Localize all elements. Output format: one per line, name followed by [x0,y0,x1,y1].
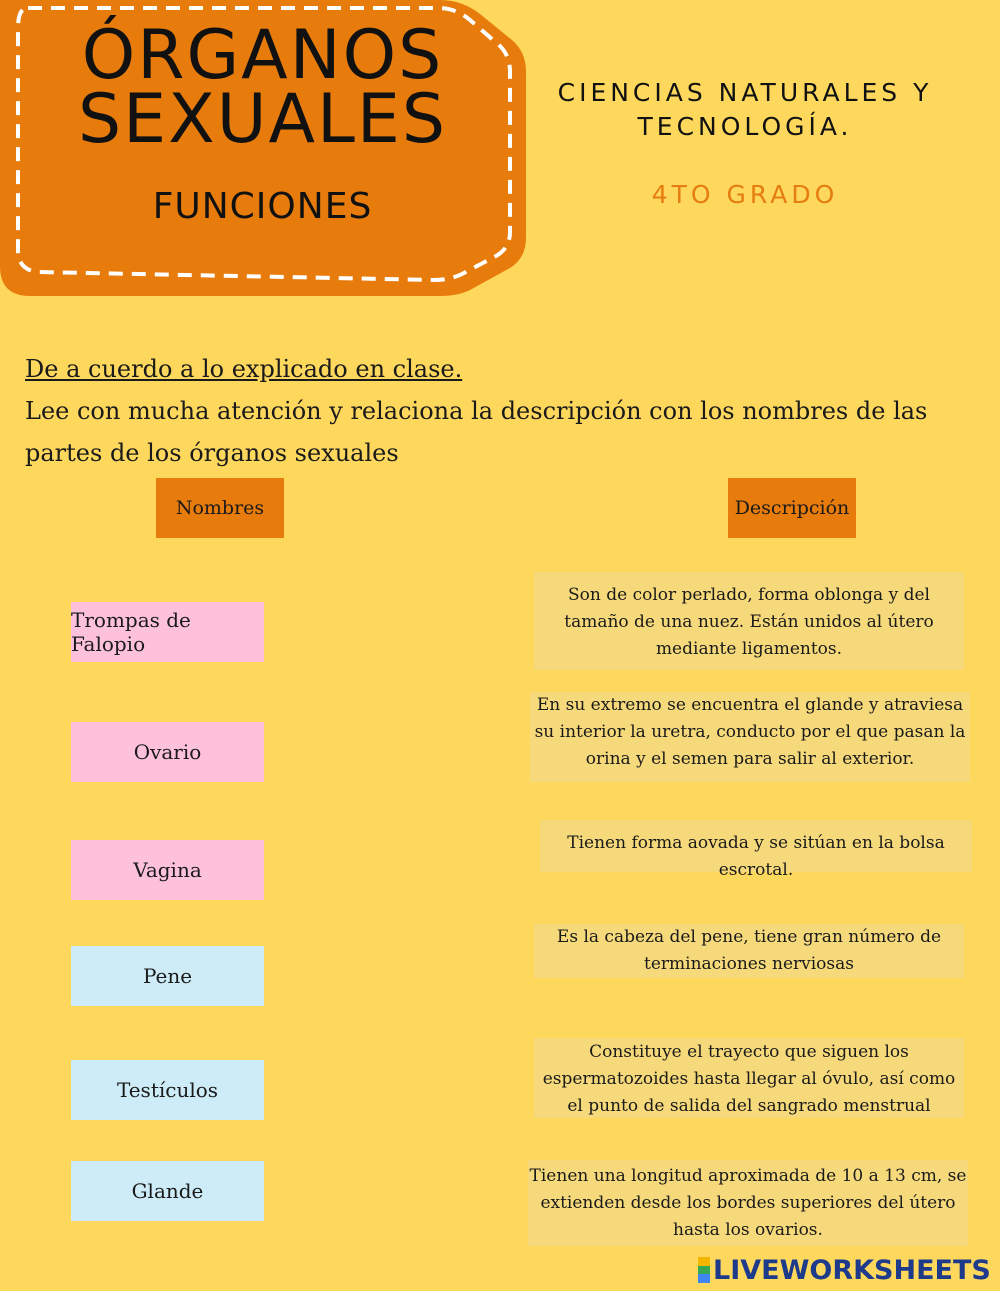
name-card-trompas-de-falopio[interactable]: Trompas de Falopio [71,602,264,662]
names-column-header: Nombres [156,478,284,538]
name-card-glande[interactable]: Glande [71,1161,264,1221]
subject-line-1: CIENCIAS NATURALES Y [557,78,933,107]
name-card-pene[interactable]: Pene [71,946,264,1006]
description-box-4[interactable]: Es la cabeza del pene, tiene gran número de terminaciones nerviosas [534,924,964,978]
liveworksheets-logo [698,1255,991,1285]
description-box-2[interactable]: En su extremo se encuentra el glande y atraviesa su interior la uretra, conducto por el que pasan la orina y el semen para salir al exterior. [530,692,970,782]
liveworksheets-logo-text: LIVEWORKSHEETS [713,1254,991,1286]
description-box-1[interactable]: Son de color perlado, forma oblonga y del tamaño de una nuez. Están unidos al útero mediante ligamentos. [534,572,964,670]
liveworksheets-logo-icon [698,1257,710,1283]
instructions [25,348,975,474]
description-box-5[interactable]: Constituye el trayecto que siguen los espermatozoides hasta llegar al óvulo, así como el punto de salida del sangrado menstrual [534,1038,964,1118]
subject-line-2: TECNOLOGÍA. [637,112,853,141]
descriptions-column-header: Descripción [728,478,856,538]
title-line-1: ÓRGANOS [81,16,444,95]
name-card-ovario[interactable]: Ovario [71,722,264,782]
instructions-intro: De a cuerdo a lo explicado en clase. [25,355,463,383]
grade-label: 4TO GRADO [651,180,839,209]
description-box-3[interactable]: Tienen forma aovada y se sitúan en la bolsa escrotal. [540,820,972,872]
title-line-2: SEXUALES [77,80,447,159]
name-card-vagina[interactable]: Vagina [71,840,264,900]
subject-heading [540,76,950,144]
title-subtitle: FUNCIONES [152,186,373,227]
description-box-6[interactable]: Tienen una longitud aproximada de 10 a 13 cm, se extienden desde los bordes superiores del útero hasta los ovarios. [528,1160,968,1246]
name-card-testiculos[interactable]: Testículos [71,1060,264,1120]
instructions-body: Lee con mucha atención y relaciona la descripción con los nombres de las partes de los órganos sexuales [25,397,928,467]
